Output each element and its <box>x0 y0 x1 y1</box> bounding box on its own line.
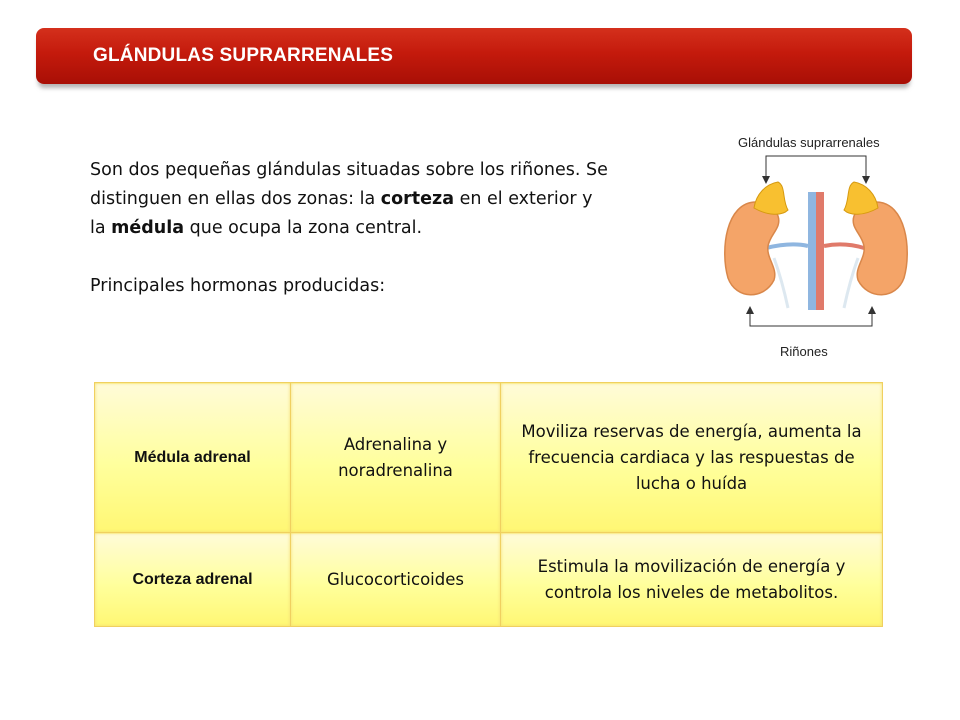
top-bracket <box>766 156 866 182</box>
hormone-cell: Adrenalina y noradrenalina <box>291 383 501 533</box>
intro-line-1: Son dos pequeñas glándulas situadas sobre los riñones. Se <box>90 160 608 180</box>
page-title: GLÁNDULAS SUPRARRENALES <box>93 45 394 66</box>
effect-cell: Estimula la movilización de energía y controla los niveles de metabolitos. <box>501 533 883 627</box>
right-adrenal-gland <box>844 182 878 214</box>
renal-vein-left <box>766 244 808 248</box>
arrow-right-bottom <box>868 306 876 314</box>
arrow-left-top <box>762 176 770 184</box>
intro-line-3a: la <box>90 218 112 238</box>
bottom-bracket <box>750 308 872 326</box>
corteza-term: corteza <box>380 189 455 209</box>
intro-paragraph <box>90 156 680 243</box>
left-adrenal-gland <box>754 182 788 214</box>
table-row <box>95 383 883 533</box>
zone-cell: Corteza adrenal <box>95 533 291 627</box>
zone-cell: Médula adrenal <box>95 383 291 533</box>
hormone-cell: Glucocorticoides <box>291 533 501 627</box>
intro-line-3b: que ocupa la zona central. <box>184 218 423 238</box>
vena-cava <box>808 192 816 310</box>
ureter-left <box>774 258 788 308</box>
kidney-diagram <box>716 130 916 362</box>
effect-cell: Moviliza reservas de energía, aumenta la frecuencia cardiaca y las respuestas de lucha o huída <box>501 383 883 533</box>
arrow-right-top <box>862 176 870 184</box>
intro-text <box>90 156 680 301</box>
arrow-left-bottom <box>746 306 754 314</box>
kidneys-caption: Riñones <box>780 344 828 359</box>
intro-line-2b: en el exterior y <box>454 189 593 209</box>
title-bar <box>36 28 912 84</box>
hormones-heading: Principales hormonas producidas: <box>90 276 386 296</box>
adrenal-glands-caption: Glándulas suprarrenales <box>738 135 880 150</box>
table-row <box>95 533 883 627</box>
hormones-table <box>94 382 883 627</box>
medula-term: médula <box>111 218 185 238</box>
ureter-right <box>844 258 858 308</box>
aorta <box>816 192 824 310</box>
intro-line-2a: distinguen en ellas dos zonas: la <box>90 189 381 209</box>
renal-artery-right <box>824 244 864 248</box>
kidney-illustration <box>716 130 916 362</box>
